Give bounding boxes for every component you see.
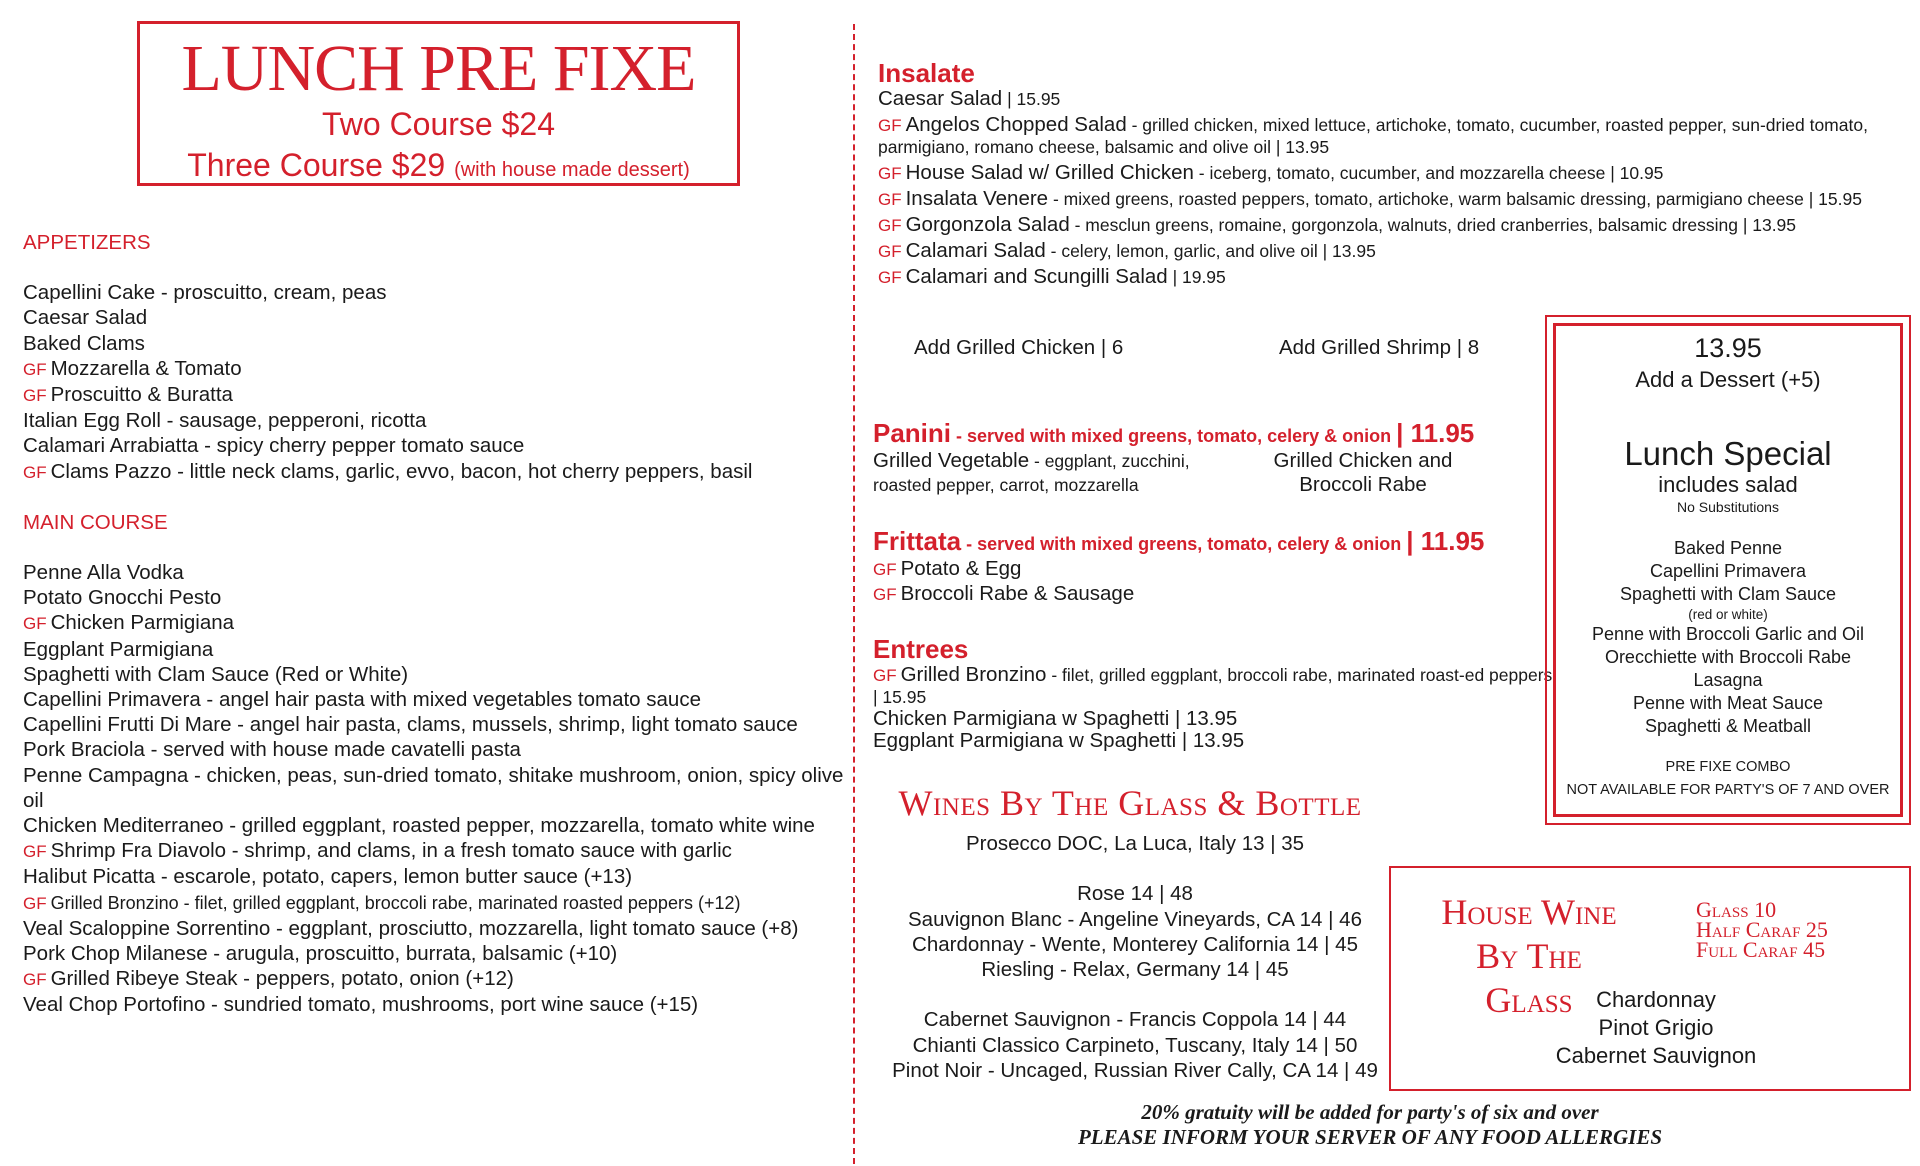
three-course-note: (with house made dessert) (454, 159, 690, 181)
salad-item (878, 240, 1868, 262)
menu-item (23, 331, 853, 356)
entree-eggplant-parm: Eggplant Parmigiana w Spaghetti | 13.95 (873, 729, 1245, 752)
salad-desc: - mesclun greens, romaine, gorgonzola, walnuts, dried cranberries, balsamic dressing | 13.95 (1069, 215, 1797, 235)
gf-tag: GF (878, 190, 902, 209)
frittata-item: GF Broccoli Rabe & Sausage (873, 582, 1135, 605)
wine-item: Cabernet Sauvignon - Francis Coppola 14 | 44 (923, 1008, 1347, 1032)
special-item: Orecchiette with Broccoli Rabe (1604, 647, 1852, 667)
special-item: Penne with Broccoli Garlic and Oil (1591, 624, 1865, 644)
special-item: Lasagna (1693, 670, 1763, 690)
menu-item-text: Baked Clams (23, 331, 145, 355)
special-item: Baked Penne (1673, 538, 1783, 558)
lunch-special-items (1556, 537, 1900, 738)
main-course-list (23, 560, 853, 1018)
add-chicken: Add Grilled Chicken | 6 (914, 336, 1124, 359)
menu-item-text: Shrimp Fra Diavolo - shrimp, and clams, in a fresh tomato sauce with garlic (50, 839, 732, 863)
menu-item (23, 941, 853, 966)
entree-bronzino: GF Grilled Bronzino - filet, grilled eggplant, broccoli rabe, marinated roast-ed peppers | 15.95 (873, 663, 1553, 707)
wine-item: Riesling - Relax, Germany 14 | 45 (981, 958, 1289, 982)
wine-item: Rose 14 | 48 (1077, 882, 1193, 906)
frittata-item: GF Potato & Egg (873, 557, 1022, 580)
menu-item-text: Pork Braciola - served with house made cavatelli pasta (23, 738, 521, 762)
add-shrimp: Add Grilled Shrimp | 8 (1279, 336, 1480, 359)
menu-item (23, 737, 853, 762)
salad-name: Calamari Salad (905, 239, 1046, 262)
menu-item-text: Chicken Parmigiana (50, 611, 235, 635)
menu-item-text: Mozzarella & Tomato (50, 356, 242, 380)
salad-desc: - grilled chicken, mixed lettuce, artichoke, tomato, cucumber, roasted pepper, sun-dried tomato, parmigiano, romano cheese, balsamic and olive oil | 13.95 (878, 115, 1868, 157)
menu-item (23, 408, 853, 433)
gf-tag: GF (878, 242, 902, 261)
gf-tag: GF (878, 268, 902, 287)
special-item: Capellini Primavera (1649, 561, 1807, 581)
salad-name: Insalata Venere (905, 187, 1049, 210)
wine-item: Pinot Noir - Uncaged, Russian River Cally, CA 14 | 49 (892, 1059, 1378, 1083)
frittata-sub: - served with mixed greens, tomato, celery & onion (961, 534, 1407, 554)
gratuity-note: 20% gratuity will be added for party's of six and over (1141, 1100, 1599, 1124)
salad-name: Caesar Salad (878, 87, 1003, 110)
wines-heading: Wines By The Glass & Bottle (898, 783, 1362, 823)
special-item: Penne with Meat Sauce (1632, 693, 1824, 713)
menu-item-text: Chicken Mediterraneo - grilled eggplant, roasted pepper, mozzarella, tomato white wine (23, 814, 815, 838)
gf-tag: GF (23, 893, 47, 913)
appetizers-list (23, 280, 853, 485)
gf-tag: GF (23, 970, 47, 990)
salad-name: Calamari and Scungilli Salad (905, 265, 1168, 288)
menu-item-text: Veal Chop Portofino - sundried tomato, mushrooms, port wine sauce (+15) (23, 993, 699, 1017)
lunch-special-dessert: Add a Dessert (+5) (1635, 367, 1821, 392)
salad-name: Angelos Chopped Salad (905, 113, 1127, 136)
salad-item (878, 162, 1868, 184)
menu-item-text: Calamari Arrabiatta - spicy cherry pepper tomato sauce (23, 434, 525, 458)
wine-item: Chianti Classico Carpineto, Tuscany, Italy 14 | 50 (912, 1033, 1358, 1057)
main-course-heading: MAIN COURSE (23, 510, 168, 534)
menu-item-text: Caesar Salad (23, 306, 148, 330)
menu-item-text: Proscuitto & Buratta (50, 383, 233, 407)
gf-tag: GF (878, 216, 902, 235)
lunch-special-box (1545, 315, 1911, 825)
wine-prosecco: Prosecco DOC, La Luca, Italy 13 | 35 (965, 832, 1305, 855)
menu-item (23, 662, 853, 687)
house-wine-title: House Wine By The Glass (1441, 892, 1617, 1020)
panini-heading: Panini (873, 418, 952, 448)
salad-name: House Salad w/ Grilled Chicken (905, 161, 1194, 184)
frittata-section (873, 526, 1553, 607)
menu-item (23, 433, 853, 458)
gf-tag: GF (878, 116, 902, 135)
menu-item-text: Eggplant Parmigiana (23, 637, 214, 661)
menu-item-text: Penne Campagna - chicken, peas, sun-dried tomato, shitake mushroom, onion, spicy olive oil (23, 763, 844, 812)
salad-desc: | 19.95 (1167, 267, 1226, 287)
menu-item-text: Potato Gnocchi Pesto (23, 586, 222, 610)
insalate-heading: Insalate (878, 58, 975, 88)
menu-item (23, 305, 853, 330)
white-wines (855, 881, 1415, 982)
menu-item (23, 356, 853, 382)
special-item: Spaghetti with Clam Sauce (1619, 584, 1837, 604)
menu-item-text: Veal Scaloppine Sorrentino - eggplant, prosciutto, mozzarella, light tomato sauce (+8) (23, 916, 799, 940)
salad-item (878, 214, 1868, 236)
panini-section (873, 418, 1553, 501)
house-wine-prices: Glass 10 Half Caraf 25 Full Caraf 45 (1696, 897, 1828, 962)
lunch-special-combo: PRE FIXE COMBO NOT AVAILABLE FOR PARTY'S OF 7 AND OVER (1566, 759, 1890, 798)
title-box (137, 21, 740, 186)
gf-tag: GF (23, 386, 47, 406)
lunch-special-subtitle: includes salad (1658, 472, 1798, 497)
gf-tag: GF (23, 359, 47, 379)
house-wine-box (1389, 866, 1911, 1091)
menu-item (23, 916, 853, 941)
salad-desc: - celery, lemon, garlic, and olive oil | 13.95 (1045, 241, 1376, 261)
house-wine-list: Chardonnay Pinot Grigio Cabernet Sauvignon (1555, 987, 1757, 1068)
salad-item (878, 88, 1868, 110)
wine-item: Sauvignon Blanc - Angeline Vineyards, CA 14 | 46 (908, 907, 1362, 931)
menu-item (23, 763, 853, 813)
special-item: (red or white) (1688, 607, 1768, 622)
allergy-note: PLEASE INFORM YOUR SERVER OF ANY FOOD ALLERGIES (1077, 1125, 1663, 1149)
menu-item-text: Penne Alla Vodka (23, 561, 184, 585)
menu-item-text: Clams Pazzo - little neck clams, garlic, evvo, bacon, hot cherry peppers, basil (50, 459, 753, 483)
salad-name: Gorgonzola Salad (905, 213, 1070, 236)
menu-item (23, 610, 853, 636)
menu-item-text: Spaghetti with Clam Sauce (Red or White) (23, 662, 409, 686)
menu-item (23, 280, 853, 305)
wine-item: Chardonnay - Wente, Monterey California 14 | 45 (912, 932, 1358, 956)
panini-item-vegetable: Grilled Vegetable - eggplant, zucchini, roasted pepper, carrot, mozzarella (873, 449, 1190, 495)
insalate-list (878, 88, 1868, 288)
menu-item (23, 813, 853, 838)
wine-list (855, 831, 1415, 1083)
panini-sub: - served with mixed greens, tomato, celery & onion (951, 426, 1397, 446)
menu-title: LUNCH PRE FIXE (181, 32, 696, 105)
lunch-special-title: Lunch Special (1624, 435, 1832, 472)
menu-item-text: Pork Chop Milanese - arugula, proscuitto, burrata, balsamic (+10) (23, 942, 618, 966)
appetizers-heading: APPETIZERS (23, 231, 151, 254)
special-item: Spaghetti & Meatball (1644, 716, 1812, 736)
three-course-price: Three Course $29 (with house made dessert) (187, 147, 690, 183)
menu-item (23, 966, 853, 992)
gf-tag: GF (23, 462, 47, 482)
menu-item-text: Grilled Ribeye Steak - peppers, potato, onion (+12) (50, 967, 514, 991)
salad-desc: | 15.95 (1002, 89, 1061, 109)
menu-item (23, 890, 853, 916)
menu-item (23, 585, 853, 610)
entrees-heading: Entrees (873, 634, 969, 664)
salad-desc: - iceberg, tomato, cucumber, and mozzarella cheese | 10.95 (1193, 163, 1664, 183)
salad-item (878, 266, 1868, 288)
footer (855, 1100, 1885, 1150)
lunch-special-price: 13.95 (1694, 333, 1762, 363)
menu-item-text: Italian Egg Roll - sausage, pepperoni, ricotta (23, 409, 427, 433)
panini-item-chicken: Grilled Chicken and Broccoli Rabe (1273, 449, 1453, 496)
menu-item (23, 712, 853, 737)
menu-item (23, 637, 853, 662)
salad-item (878, 114, 1868, 158)
menu-item (23, 459, 853, 485)
lunch-special-inner (1553, 323, 1903, 817)
salad-item (878, 188, 1868, 210)
insalate-section (878, 58, 1868, 292)
left-column (23, 230, 853, 1018)
two-course-price: Two Course $24 (321, 106, 555, 142)
lunch-special-no-subs: No Substitutions (1677, 499, 1779, 515)
salad-desc: - mixed greens, roasted peppers, tomato, artichoke, warm balsamic dressing, parmigiano cheese | 15.95 (1048, 189, 1862, 209)
menu-item-text: Capellini Primavera - angel hair pasta with mixed vegetables tomato sauce (23, 688, 701, 712)
menu-item-text: Grilled Bronzino - filet, grilled eggplant, broccoli rabe, marinated roasted peppers (+12) (50, 892, 741, 913)
gf-tag: GF (23, 614, 47, 634)
menu-item-text: Capellini Cake - proscuitto, cream, peas (23, 281, 387, 305)
menu-item (23, 838, 853, 864)
menu-item-text: Capellini Frutti Di Mare - angel hair pasta, clams, mussels, shrimp, light tomato sauce (23, 713, 798, 737)
entrees-section (873, 634, 1553, 752)
menu-item (23, 864, 853, 889)
menu-item-text: Halibut Picatta - escarole, potato, capers, lemon butter sauce (+13) (23, 865, 633, 889)
panini-price: | 11.95 (1396, 418, 1475, 448)
menu-item (23, 382, 853, 408)
menu-item (23, 687, 853, 712)
menu-item (23, 560, 853, 585)
frittata-heading: Frittata (873, 526, 962, 556)
frittata-price: | 11.95 (1406, 526, 1485, 556)
menu-item (23, 992, 853, 1017)
gf-tag: GF (878, 164, 902, 183)
red-wines (855, 1007, 1415, 1083)
entree-chicken-parm: Chicken Parmigiana w Spaghetti | 13.95 (873, 707, 1238, 730)
gf-tag: GF (23, 842, 47, 862)
